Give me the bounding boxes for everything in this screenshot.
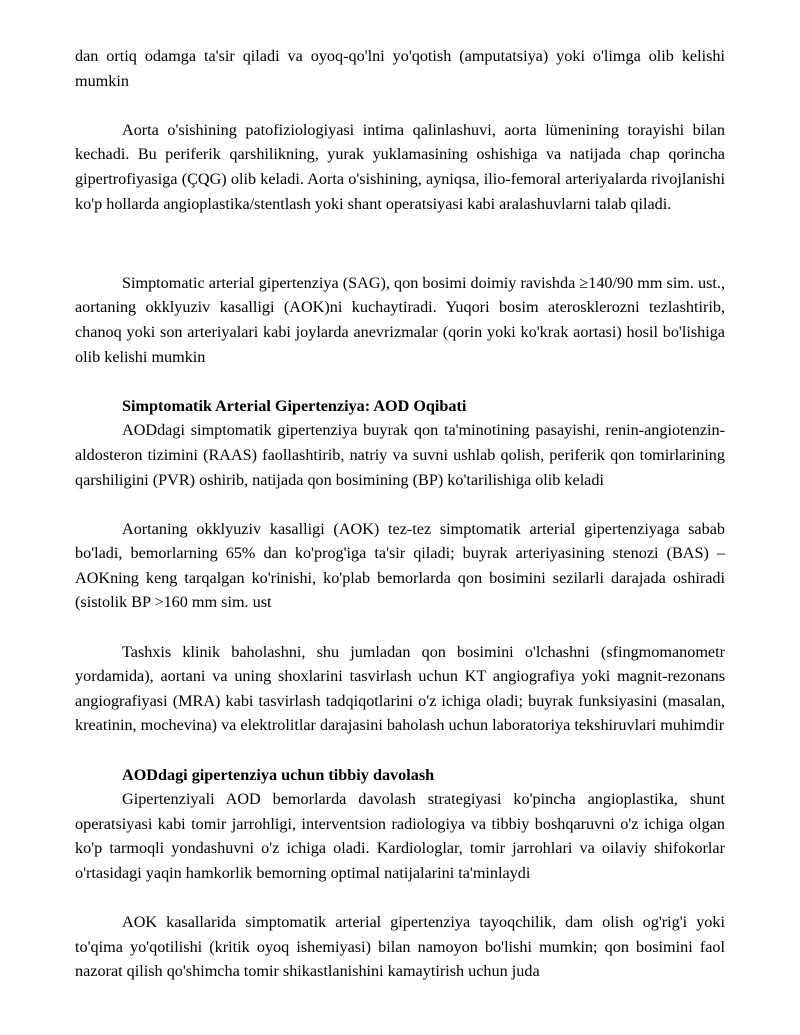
paragraph-aok-frequency: Aortaning okklyuziv kasalligi (AOK) tez-tez simptomatik arterial gipertenziyaga sabab bo'ladi, bemorlarning 65% dan ko'prog'iga ta'sir qiladi; buyrak arteriyasining stenozi (BAS) – AOKning keng tarqalgan ko'rinishi, ko'plab bemorlarda qon bosimini sezilarli darajada oshiradi (sistolik BP >160 mm sim. ust (75, 519, 725, 612)
paragraph-aok-symptoms: AOK kasallarida simptomatik arterial gipertenziya tayoqchilik, dam olish og'rig'i yoki to'qima yo'qotilishi (kritik oyoq ishemiyasi) bilan namoyon bo'lishi mumkin; qon bosimini faol nazorat qilish qo'shimcha tomir shikastlanishini kamaytirish uchun juda (75, 913, 725, 981)
paragraph-diagnosis: Tashxis klinik baholashni, shu jumladan qon bosimini o'lchashni (sfingmomanometr yordamida), aortani va uning shoxlarini tasvirlash uchun KT angiografiya yoki magnit-rezonans angiografiyasi (MRA) kabi tasvirlash tadqiqotlarini o'z ichiga oladi; buyrak funksiyasini (masalan, kreatinin, mochevina) va elektrolitlar darajasini baholash uchun laboratoriya tekshiruvlari muhimdir (75, 642, 725, 735)
paragraph-sag-definition: Simptomatic arterial gipertenziya (SAG), qon bosimi doimiy ravishda ≥140/90 mm sim. ust., aortaning okklyuziv kasalligi (AOK)ni kuchaytiradi. Yuqori bosim aterosklerozni tezlashtirib, chanoq yoki son arteriyalari kabi joylarda anevrizmalar (qorin yoki ko'krak aortasi) hosil bo'lishiga olib kelishi mumkin (75, 273, 725, 366)
paragraph-aod-hypertension: AODdagi simptomatik gipertenziya buyrak qon ta'minotining pasayishi, renin-angiotenzin-aldosteron tizimini (RAAS) faollashtirib, natriy va suvni ushlab qolish, periferik qon tomirlarining qarshiligini (PVR) oshirib, natijada qon bosimining (BP) ko'tarilishiga olib keladi (75, 421, 725, 489)
section-heading-treatment: AODdagi gipertenziya uchun tibbiy davolash (122, 765, 435, 784)
paragraph-treatment-strategy: Gipertenziyali AOD bemorlarda davolash strategiyasi ko'pincha angioplastika, shunt operatsiyasi kabi tomir jarrohligi, interventsion radiologiya va tibbiy boshqaruvni o'z ichiga olgan ko'p tarmoqli yondashuvni o'z ichiga oladi. Kardiologlar, tomir jarrohlari va oilaviy shifokorlar o'rtasidagi yaqin hamkorlik bemorning optimal natijalarini ta'minlaydi (75, 790, 725, 882)
paragraph-continuation: dan ortiq odamga ta'sir qiladi va oyoq-qo'lni yo'qotish (amputatsiya) yoki o'limga olib kelishi mumkin (75, 47, 725, 90)
section-heading-consequence: Simptomatik Arterial Gipertenziya: AOD Oqibati (122, 396, 467, 415)
paragraph-aorta-pathophysiology: Aorta o'sishining patofiziologiyasi intima qalinlashuvi, aorta lümenining torayishi bilan kechadi. Bu periferik qarshilikning, yurak yuklamasining oshishiga va natijada chap qorincha gipertrofiyasiga (ÇQG) olib keladi. Aorta o'sishining, ayniqsa, ilio-femoral arteriyalarda rivojlanishi ko'p hollarda angioplastika/stentlash yoki shant operatsiyasi kabi aralashuvlarni talab qiladi. (75, 120, 725, 213)
